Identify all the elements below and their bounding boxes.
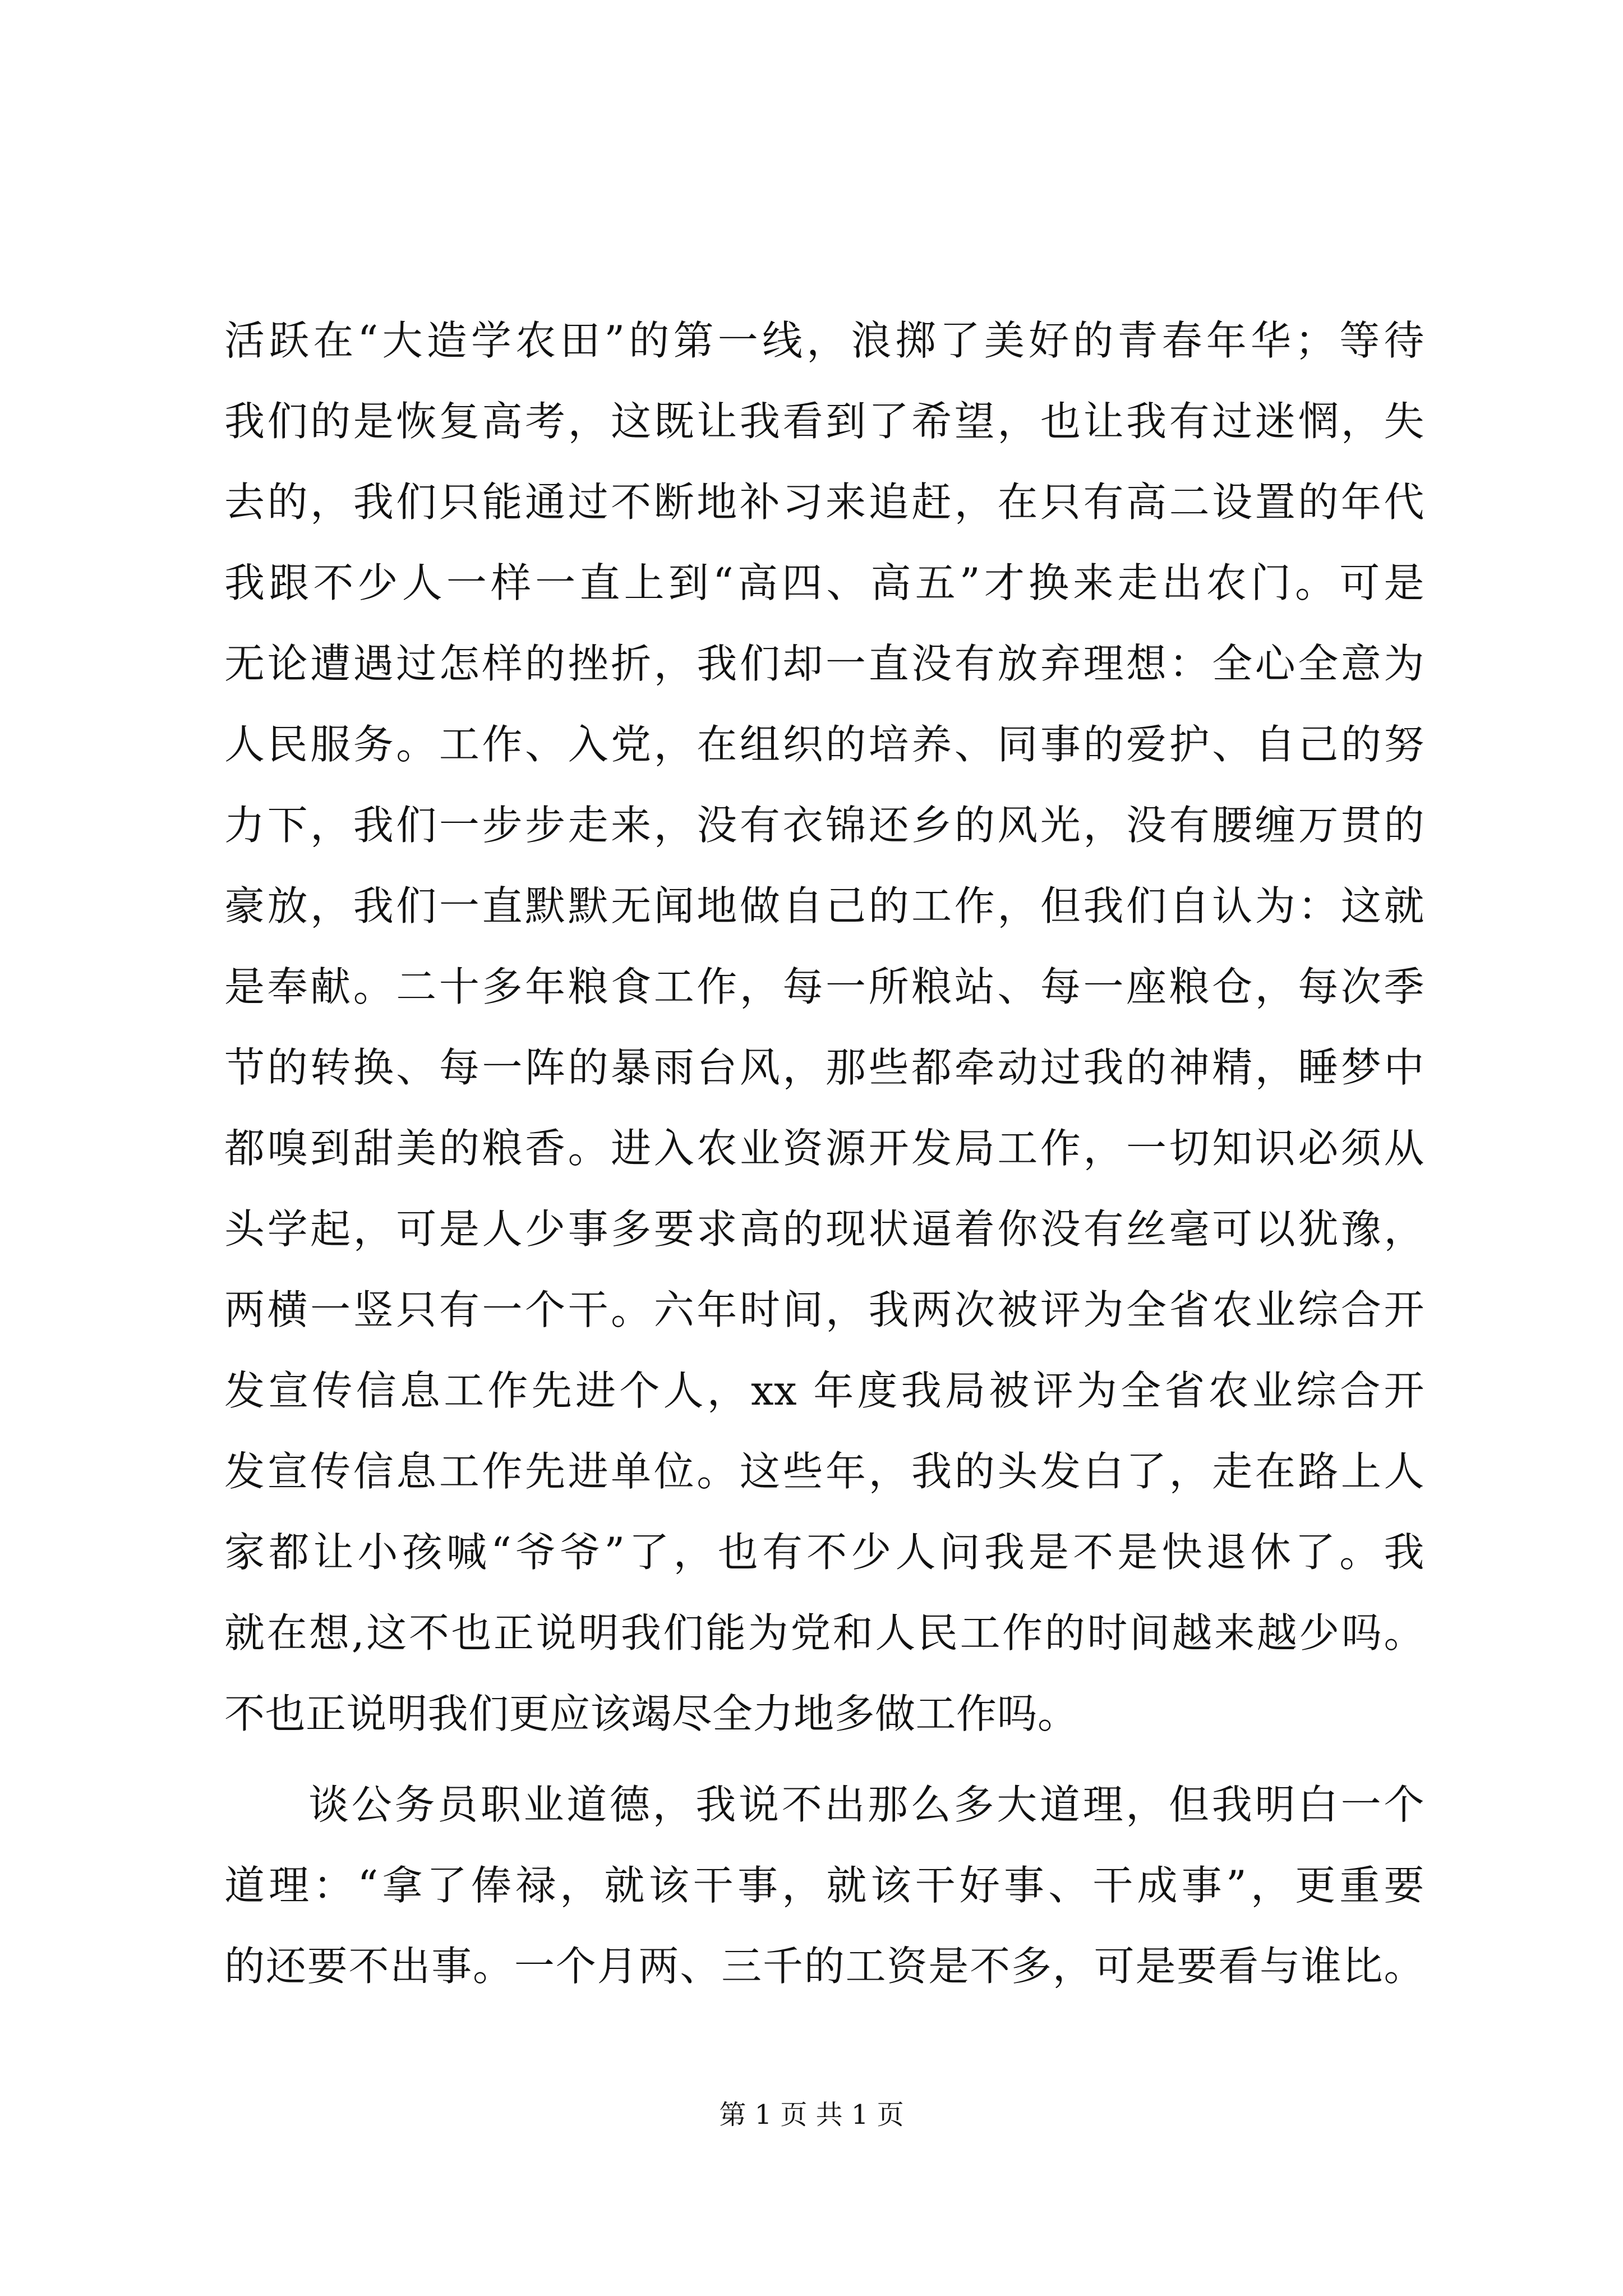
paragraph-gap [224, 1754, 1424, 1764]
text-line: 去的，我们只能通过不断地补习来追赶，在只有高二设置的年代 [224, 478, 1424, 526]
text-line: 不也正说明我们更应该竭尽全力地多做工作吗。 [224, 1690, 1078, 1737]
document-body [224, 300, 1424, 2007]
text-line: 头学起，可是人少事多要求高的现状逼着你没有丝毫可以犹豫， [224, 1205, 1424, 1253]
text-line: 家都让小孩喊“爷爷”了，也有不少人问我是不是快退休了。我 [224, 1529, 1424, 1576]
text-line: 活跃在“大造学农田”的第一线，浪掷了美好的青春年华；等待 [224, 317, 1424, 364]
text-line: 谈公务员职业道德，我说不出那么多大道理，但我明白一个 [308, 1781, 1424, 1828]
text-line: 都嗅到甜美的粮香。进入农业资源开发局工作，一切知识必须从 [224, 1125, 1424, 1172]
text-line: 人民服务。工作、入党，在组织的培养、同事的爱护、自己的努 [224, 721, 1424, 768]
text-line: 发宣传信息工作先进个人，xx 年度我局被评为全省农业综合开 [224, 1367, 1424, 1414]
text-line: 是奉献。二十多年粮食工作，每一所粮站、每一座粮仓，每次季 [224, 963, 1424, 1010]
text-line: 节的转换、每一阵的暴雨台风，那些都牵动过我的神精，睡梦中 [224, 1044, 1424, 1091]
text-line: 我们的是恢复高考，这既让我看到了希望，也让我有过迷惘，失 [224, 398, 1424, 445]
text-line: 两横一竖只有一个干。六年时间，我两次被评为全省农业综合开 [224, 1286, 1424, 1333]
text-line: 就在想,这不也正说明我们能为党和人民工作的时间越来越少吗。 [224, 1609, 1424, 1657]
page-number: 第 1 页 共 1 页 [719, 2099, 904, 2131]
text-line: 豪放，我们一直默默无闻地做自己的工作，但我们自认为：这就 [224, 882, 1424, 930]
page-footer [0, 2098, 1623, 2132]
text-line: 力下，我们一步步走来，没有衣锦还乡的风光，没有腰缠万贯的 [224, 802, 1424, 849]
text-line: 的还要不出事。一个月两、三千的工资是不多，可是要看与谁比。 [224, 1943, 1424, 1990]
paragraph-1 [224, 300, 1424, 1754]
text-line: 道理：“拿了俸禄，就该干事，就该干好事、干成事”，更重要 [224, 1862, 1424, 1909]
text-line: 我跟不少人一样一直上到“高四、高五”才换来走出农门。可是 [224, 559, 1424, 606]
text-line: 发宣传信息工作先进单位。这些年，我的头发白了，走在路上人 [224, 1448, 1424, 1495]
text-line: 无论遭遇过怎样的挫折，我们却一直没有放弃理想：全心全意为 [224, 640, 1424, 687]
paragraph-2 [224, 1764, 1424, 2007]
